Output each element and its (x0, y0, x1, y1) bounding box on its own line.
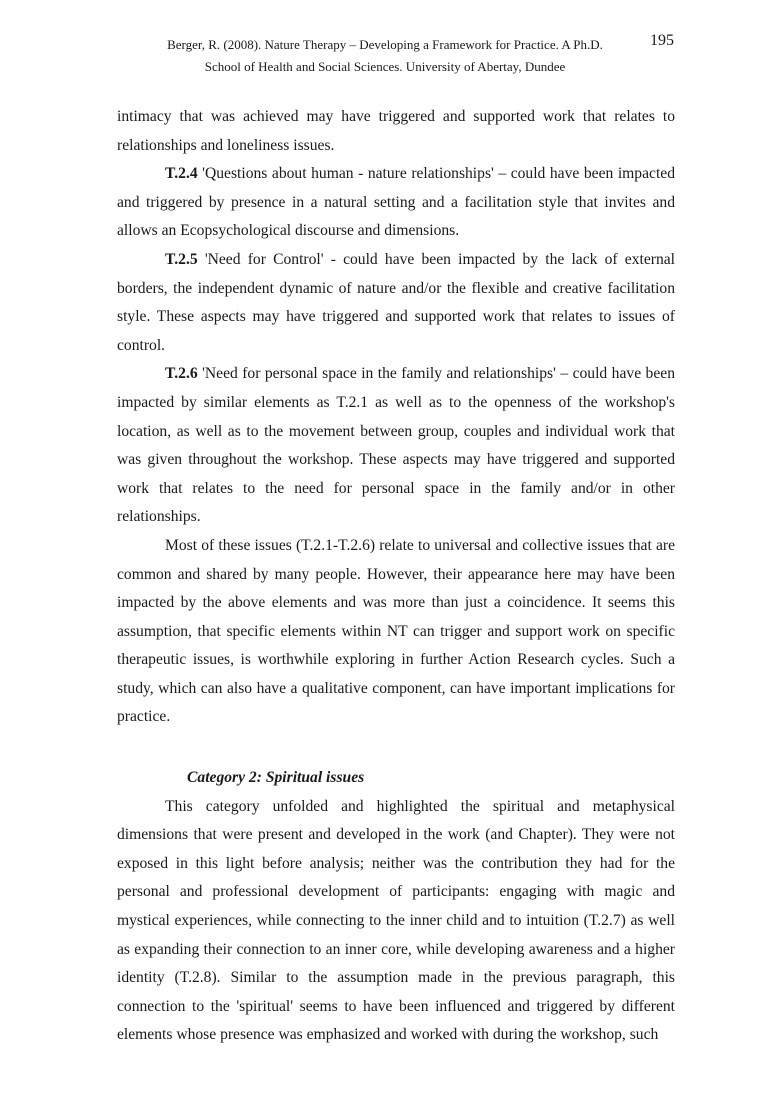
paragraph-t24 (117, 160, 675, 246)
theme-label: T.2.4 (165, 165, 198, 183)
running-header (150, 34, 620, 78)
theme-label: T.2.5 (165, 250, 198, 268)
paragraph-text: 'Need for personal space in the family and relationships' – could have been impacted by similar elements as T.2.1 as well as to the openness of the workshop's location, as well as to the movement between group, couples and individual work that was given throughout the workshop. These aspects may have triggered and supported work that relates to the need for personal space in the family and/or in other relationships. (117, 365, 675, 526)
paragraph-spiritual: This category unfolded and highlighted the spiritual and metaphysical dimensions that were present and developed in the work (and Chapter). They were not exposed in this light before analysis; neither was the contribution they had for the personal and professional development of participants: engaging with magic and mystical experiences, while connecting to the inner child and to intuition (T.2.7) as well as expanding their connection to an inner core, while developing awareness and a higher identity (T.2.8). Similar to the assumption made in the previous paragraph, this connection to the 'spiritual' seems to have been influenced and triggered by different elements whose presence was emphasized and worked with during the workshop, such (117, 797, 675, 1044)
section-heading: Category 2: Spiritual issues (187, 769, 365, 787)
paragraph-continued: intimacy that was achieved may have triggered and supported work that relates to relationships and loneliness issues. (117, 108, 675, 154)
page-number: 195 (650, 32, 674, 49)
header-institution: School of Health and Social Sciences. University of Abertay, Dundee (204, 59, 566, 74)
paragraph-t26 (117, 360, 675, 532)
header-citation: Berger, R. (2008). Nature Therapy – Developing a Framework for Practice. A Ph.D. (167, 37, 603, 52)
theme-label: T.2.6 (165, 365, 198, 383)
paragraph-text: 'Need for Control' - could have been impacted by the lack of external borders, the independent dynamic of nature and/or the flexible and creative facilitation style. These aspects may have triggered and supported work that relates to issues of control. (117, 250, 675, 354)
paragraph-t25 (117, 246, 675, 360)
paragraph-summary: Most of these issues (T.2.1-T.2.6) relate to universal and collective issues that are common and shared by many people. However, their appearance here may have been impacted by the above elements and was more than just a coincidence. It seems this assumption, that specific elements within NT can trigger and support work on specific therapeutic issues, is worthwhile exploring in further Action Research cycles. Such a study, which can also have a qualitative component, can have important implications for practice. (117, 536, 675, 726)
paragraph-text: 'Questions about human - nature relationships' – could have been impacted and triggered by presence in a natural setting and a facilitation style that invites and allows an Ecopsychological discourse and dimensions. (117, 165, 675, 240)
body-text (117, 103, 675, 1050)
